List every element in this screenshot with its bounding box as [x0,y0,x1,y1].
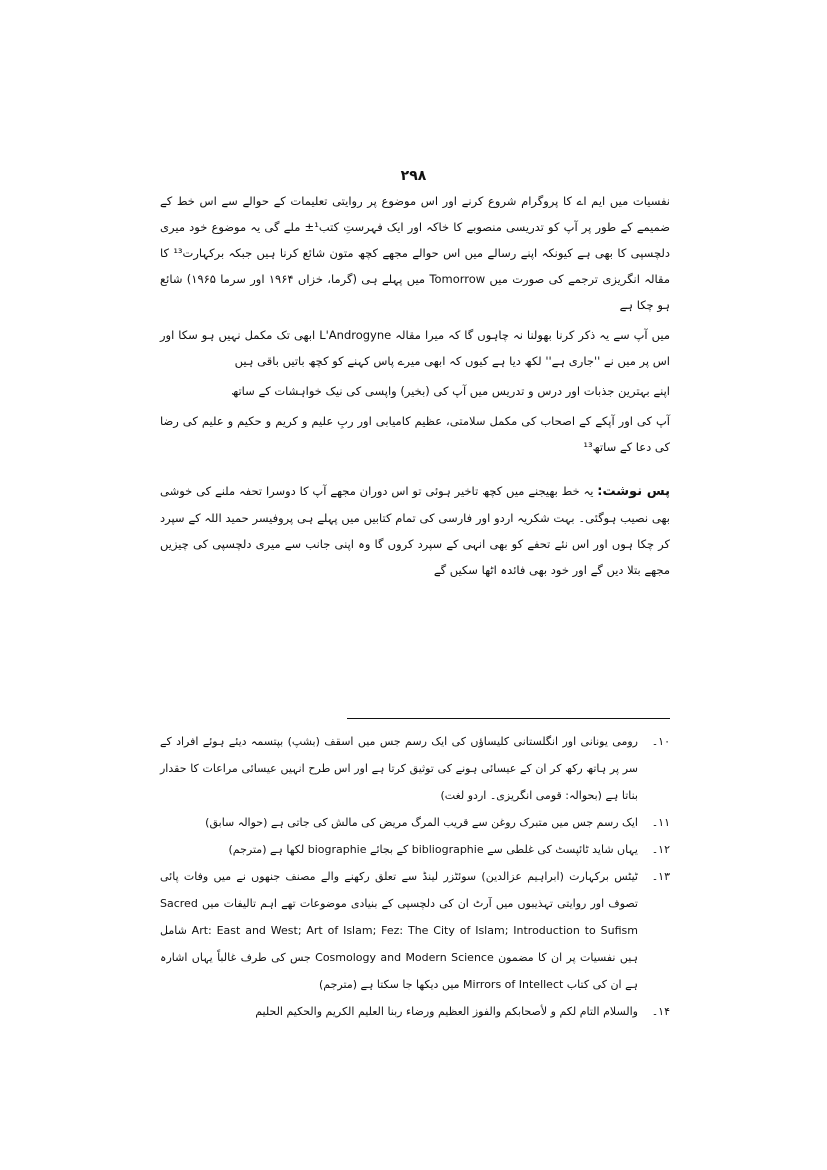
footnote-number: ۱۱۔ [651,816,670,829]
letter-body [160,188,670,460]
page-number: ۲۹۸ [400,168,427,184]
footnote-text: ٹیٹس برکہارت (ابراہیم عزالدین) سوئٹزر لینڈ سے تعلق رکھنے والے مصنف جنھوں نے میں وفات پائی تصوف اور روایتی تہذیبوں میں آرٹ ان کی دلچسپی کے بنیادی موضوعات تھے اہم تالیفات میں Sacred Art: East and West; Art of Islam; Fez: The City of Islam; Introduction to Sufism شامل ہیں نفسیات پر ان کا مضمون Cosmology and Modern Science جس کی طرف غالباً یہاں اشارہ ہے ان کی کتاب Mirrors of Intellect میں دیکھا جا سکتا ہے (مترجم) [160,870,638,991]
paragraph-3: اپنے بہترین جذبات اور درس و تدریس میں آپ کی (بخیر) واپسی کی نیک خواہشات کے ساتھ [231,384,670,398]
footnote-number: ۱۰۔ [651,735,670,748]
postscript-label: پس نوشت: [597,484,671,499]
footnote-item [160,863,670,998]
postscript-text: یہ خط بھیجنے میں کچھ تاخیر ہوئی تو اس دوران مجھے آپ کا دوسرا تحفہ ملنے کی خوشی بھی نصیب ہوگئی۔ بہت شکریہ اردو اور فارسی کی تمام کتابیں میں پہلے ہی پروفیسر حمید اللہ کے سپرد کر چکا ہوں اور اس نئے تحفے کو بھی انہی کے سپرد کروں گا وہ اپنی جانب سے میری دلچسپی کی چیزیں مجھے بتلا دیں گے اور خود بھی فائدہ اٹھا سکیں گے [160,484,670,577]
footnote-item [160,809,670,836]
footnote-item [160,836,670,863]
footnote-divider [347,718,670,719]
footnote-item [160,998,670,1025]
footnote-number: ۱۲۔ [651,843,670,856]
footnotes [160,728,670,1025]
footnote-text: رومی یونانی اور انگلستانی کلیساؤں کی ایک رسم جس میں اسقف (بشپ) بپتسمہ دیئے ہوئے افراد کے سر پر ہاتھ رکھ کر ان کے عیسائی ہونے کی توثیق کرتا ہے اور اس طرح انہیں عیسائی مراعات کا حقدار بناتا ہے (بحوالہ: قومی انگریزی۔ اردو لغت) [160,735,638,802]
paragraph-1: نفسیات میں ایم اے کا پروگرام شروع کرنے اور اس موضوع پر روایتی تعلیمات کے حوالے سے اس خط کے ضمیمے کے طور پر آپ کو تدریسی منصوبے کا خاکہ اور ایک فہرستِ کتب¹± ملے گی یہ موضوع خود میری دلچسپی کا بھی ہے کیونکہ اپنے رسالے میں اس حوالے مجھے کچھ متون شائع کرنا ہیں جبکہ برکہارت¹³ کا مقالہ انگریزی ترجمے کی صورت میں Tomorrow میں پہلے ہی (گرما، خزاں ۱۹۶۴ اور سرما ۱۹۶۵) شائع ہو چکا ہے [160,194,670,312]
footnote-text: یہاں شاید ٹائپسٹ کی غلطی سے bibliographie کے بجائے biographie لکھا ہے (مترجم) [228,843,638,856]
paragraph-2: میں آپ سے یہ ذکر کرنا بھولنا نہ چاہوں گا کہ میرا مقالہ L'Androgyne ابھی تک مکمل نہیں ہو سکا اور اس پر میں نے ''جاری ہے'' لکھ دیا ہے کیوں کہ ابھی میرے پاس کہنے کو کچھ باتیں باقی ہیں [160,328,670,368]
postscript [160,478,670,583]
footnote-text: والسلام التام لکم و لأصحابکم والفوز العظیم ورضاء ربنا العلیم الکریم والحکیم الحلیم [255,1005,638,1018]
footnote-item [160,728,670,809]
footnote-number: ۱۳۔ [651,870,670,883]
footnote-text: ایک رسم جس میں متبرک روغن سے قریب المرگ مریض کی مالش کی جاتی ہے (حوالہ سابق) [205,816,638,829]
footnote-number: ۱۴۔ [651,1005,670,1018]
paragraph-4: آپ کی اور آپکے کے اصحاب کی مکمل سلامتی، عظیم کامیابی اور ربِ علیم و کریم و حکیم و علیم کی رضا کی دعا کے ساتھ¹³ [160,414,670,454]
